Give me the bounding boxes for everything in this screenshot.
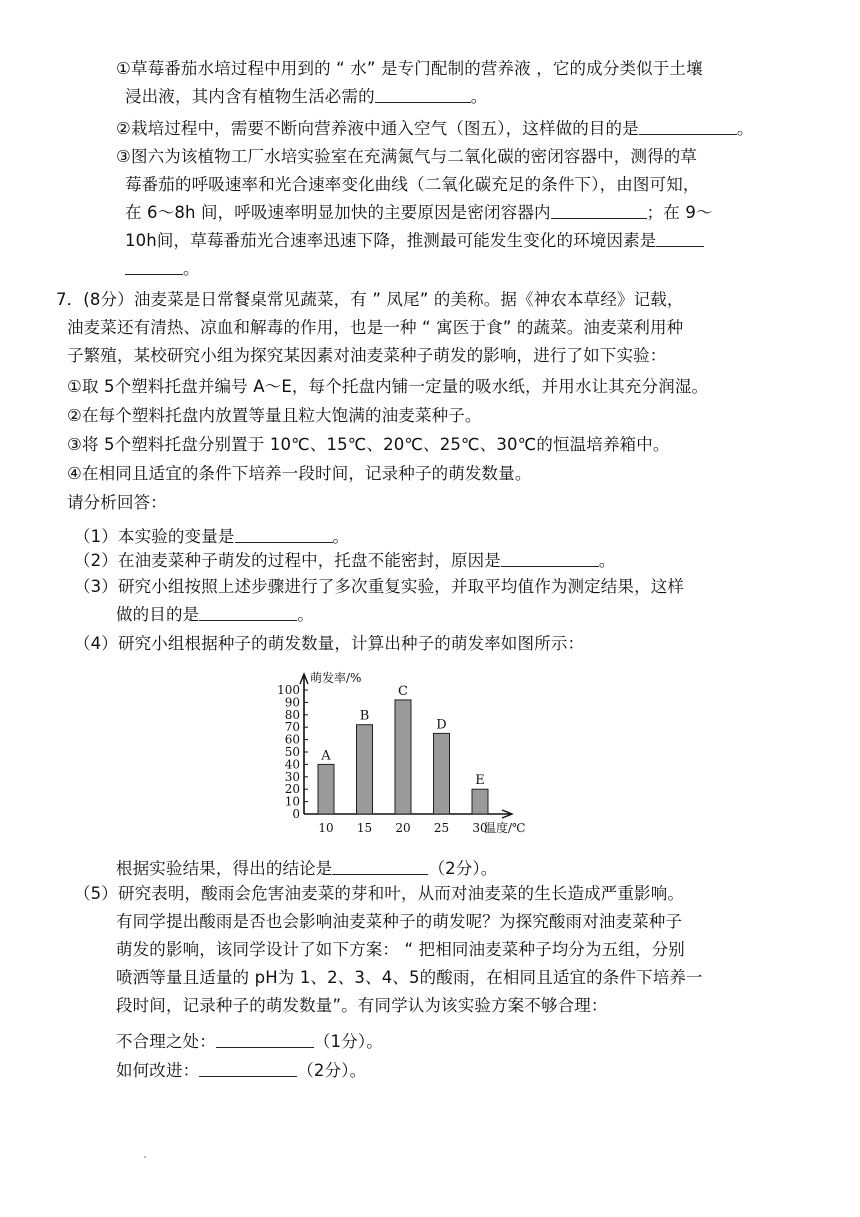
q7-step4: ④在相同且适宜的条件下培养一段时间，记录种子的萌发数量。 <box>67 464 532 483</box>
bar-label: E <box>475 773 485 789</box>
q7-intro-line1: 7．(8分）油麦菜是日常餐桌常见蔬菜，有 ” 凤尾” 的美称。据《神农本草经》记载， <box>56 290 684 309</box>
bar-label: C <box>398 683 408 699</box>
q7-sub5-line2: 有同学提出酸雨是否也会影响油麦菜种子的萌发呢？为探究酸雨对油麦菜种子 <box>116 912 683 931</box>
y-tick-label: 50 <box>284 745 300 759</box>
bar <box>434 733 450 814</box>
q7-sub5-line3: 萌发的影响，该同学设计了如下方案： “ 把相同油麦菜种子均分为五组，分别 <box>116 940 685 959</box>
q7-step2: ②在每个塑料托盘内放置等量且粒大饱满的油麦菜种子。 <box>67 406 482 425</box>
page-speck <box>144 1156 146 1158</box>
bar <box>395 700 411 814</box>
answer-blank[interactable] <box>551 202 647 219</box>
x-tick-label: 30 <box>472 821 488 835</box>
y-tick-label: 30 <box>284 769 300 784</box>
q6-part1-line1: ①草莓番茄水培过程中用到的 “ 水” 是专门配制的营养液 ，它的成分类似于土壤 <box>116 59 703 78</box>
answer-blank[interactable] <box>235 526 333 543</box>
answer-blank[interactable] <box>216 1031 314 1048</box>
bar <box>472 789 488 814</box>
y-tick-label: 20 <box>284 782 300 797</box>
q6-part3-line2: 莓番茄的呼吸速率和光合速率变化曲线（二氧化碳充足的条件下），由图可知， <box>125 175 700 194</box>
q7-sub3-line2: 做的目的是 。 <box>116 605 314 624</box>
answer-blank[interactable] <box>501 550 599 567</box>
y-tick-label: 0 <box>292 807 300 821</box>
y-tick-label: 100 <box>277 683 300 697</box>
q7-intro-line2: 油麦菜还有清热、凉血和解毒的作用，也是一种 “ 寓医于食” 的蔬菜。油麦菜利用种 <box>67 318 684 337</box>
q6-part2: ②栽培过程中，需要不断向营养液中通入空气（图五），这样做的目的是 。 <box>116 119 754 138</box>
bar-label: B <box>359 708 370 724</box>
q7-step1: ①取 5个塑料托盘并编号 A～E，每个托盘内铺一定量的吸水纸，并用水让其充分润湿。 <box>67 377 709 396</box>
germination-rate-chart <box>268 670 538 840</box>
x-tick-label: 10 <box>318 821 334 835</box>
q6-part3-line1: ③图六为该植物工厂水培实验室在充满氮气与二氧化碳的密闭容器中，测得的草 <box>116 147 698 166</box>
y-tick-label: 90 <box>284 695 300 710</box>
q7-sub3-line1: （3）研究小组按照上述步骤进行了多次重复实验，并取平均值作为测定结果，这样 <box>74 577 685 596</box>
bar-label: D <box>436 717 447 733</box>
q6-part3-line3: 在 6～8h 间，呼吸速率明显加快的主要原因是密闭容器内 ；在 9～ <box>125 203 713 222</box>
x-tick-label: 25 <box>433 821 450 835</box>
y-tick-label: 80 <box>284 707 300 722</box>
answer-blank[interactable] <box>125 258 183 275</box>
bar-label: A <box>321 748 331 764</box>
q7-step3: ③将 5个塑料托盘分别置于 10℃、15℃、20℃、25℃、30℃的恒温培养箱中。 <box>67 435 670 454</box>
q6-part3-line4: 10h间，草莓番茄光合速率迅速下降，推测最可能发生变化的环境因素是 <box>125 230 704 252</box>
q7-sub5-line5: 段时间，记录种子的萌发数量”。有同学认为该实验方案不够合理： <box>116 996 608 1015</box>
y-tick-label: 10 <box>284 794 300 809</box>
answer-blank[interactable] <box>199 604 297 621</box>
bar <box>318 764 334 814</box>
q6-part3-line5: 。 <box>125 258 200 280</box>
y-axis-label: 萌发率/% <box>310 671 362 685</box>
q7-sub4: （4）研究小组根据种子的萌发数量，计算出种子的萌发率如图所示： <box>74 634 585 653</box>
answer-blank[interactable] <box>639 118 737 135</box>
q6-part1-line2: 浸出液，其内含有植物生活必需的 。 <box>125 87 488 106</box>
answer-blank[interactable] <box>656 230 704 247</box>
y-tick-label: 70 <box>284 720 300 735</box>
q7-sub5-line4: 喷洒等量且适量的 pH为 1、2、3、4、5的酸雨，在相同且适宜的条件下培养一 <box>116 968 703 987</box>
y-tick-label: 40 <box>284 757 300 772</box>
q7-prompt: 请分析回答： <box>67 493 167 512</box>
q7-sub2: （2）在油麦菜种子萌发的过程中，托盘不能密封，原因是 。 <box>74 551 616 570</box>
x-tick-label: 20 <box>395 821 411 835</box>
x-axis-label: 温度/℃ <box>484 821 526 835</box>
q7-unreasonable: 不合理之处： （1分）。 <box>116 1032 383 1051</box>
bar <box>357 725 373 814</box>
q7-improve: 如何改进： （2分）。 <box>116 1061 367 1080</box>
x-tick-label: 15 <box>356 821 373 835</box>
y-tick-label: 60 <box>284 732 300 747</box>
q7-sub4-conclusion: 根据实验结果，得出的结论是 （2分）。 <box>116 859 498 878</box>
q7-sub5-line1: （5）研究表明，酸雨会危害油麦菜的芽和叶，从而对油麦菜的生长造成严重影响。 <box>74 884 685 903</box>
answer-blank[interactable] <box>375 86 471 103</box>
q7-intro-line3: 子繁殖，某校研究小组为探究某因素对油麦菜种子萌发的影响，进行了如下实验： <box>67 346 667 365</box>
answer-blank[interactable] <box>199 1060 297 1077</box>
answer-blank[interactable] <box>332 858 428 875</box>
q7-sub1: （1）本实验的变量是 。 <box>74 527 350 546</box>
